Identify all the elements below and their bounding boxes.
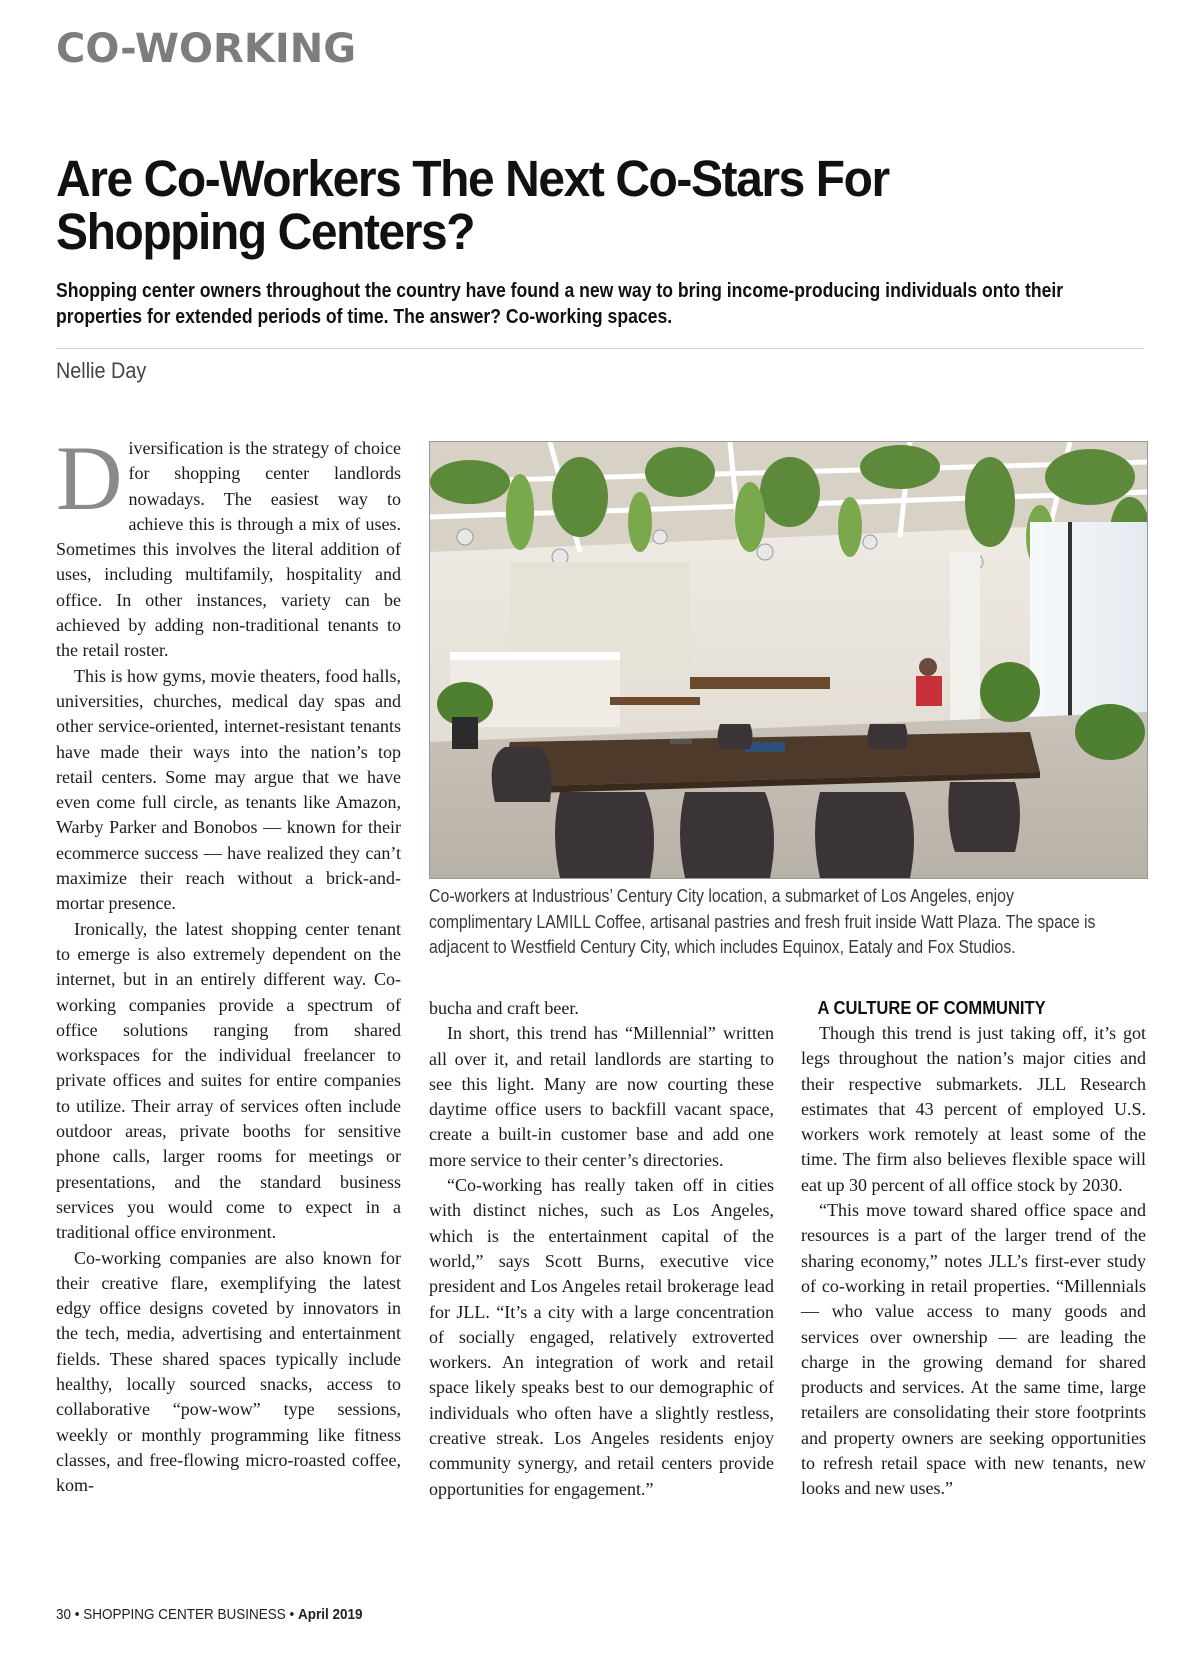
photo-caption: Co-workers at Industrious’ Century City location, a submarket of Los Angeles, enjoy complimentary LAMILL Coffee, artisanal pastries and fresh fruit inside Watt Plaza. The space is adjacent to Westfield Century City, which includes Equinox, Eataly and Fox Studios. — [429, 886, 1096, 957]
paragraph-9: “This move toward shared office space and resources is a part of the larger trend of the sharing economy,” notes JLL’s first-ever study of co-working in retail properties. “Millennials — who value access to many goods and services over ownership — are leading the charge in the growing demand for shared products and services. At the same time, large retailers are consolidating their store footprints and property owners are seeking opportunities to refresh retail space with new tenants, new looks and new uses.” — [801, 1200, 1146, 1499]
paragraph-6: In short, this trend has “Millennial” written all over it, and retail landlords are starting to see this light. Many are now courting these daytime office users to backfill vacant space, create a built-in customer base and add one more service to their center’s directories. — [429, 1023, 774, 1170]
headline: Are Co-Workers The Next Co-Stars For Shopping Centers? — [56, 150, 889, 260]
page-number: 30 — [56, 1606, 72, 1623]
paragraph-1: Diversification is the strategy of choice for shopping center landlords nowadays. The easiest way to achieve this is through a mix of uses. Sometimes this involves the literal addition of uses, including multifamily, hospitality and office. In other instances, variety can be achieved by adding non-traditional tenants to the retail roster. — [56, 427, 401, 661]
paragraph-8: Though this trend is just taking off, it’s got legs throughout the nation’s major cities and their respective submarkets. JLL Research estimates that 43 percent of employed U.S. workers work remotely at least some of the time. The firm also believes flexible space will eat up 30 percent of all office stock by 2030. — [801, 1023, 1146, 1195]
issue-date: April 2019 — [298, 1606, 363, 1623]
column-1 — [56, 427, 401, 1498]
subhead: A CULTURE OF COMMUNITY — [817, 998, 1046, 1018]
section-label: CO-WORKING — [56, 26, 357, 72]
column-2 — [429, 996, 774, 1502]
footer-bullet: • — [289, 1606, 299, 1623]
coworking-interior-photo-icon — [429, 441, 1148, 879]
paragraph-2: This is how gyms, movie theaters, food halls, universities, churches, medical day spas and other service-oriented, internet-resistant tenants have made their ways into the nation’s top retail centers. Some may argue that we have even come full circle, as tenants like Amazon, Warby Parker and Bonobos — known for their ecommerce success — have realized they can’t maximize their reach without a brick-and-mortar presence. — [56, 665, 401, 914]
column-3 — [801, 996, 1146, 1502]
paragraph-3: Ironically, the latest shopping center tenant to emerge is also extremely dependent on the internet, but in an entirely different way. Co-working companies provide a spectrum of office solutions ranging from shared workspaces for the individual freelancer to private offices and suites for entire companies to utilize. Their array of services often include outdoor areas, private booths for sensitive phone calls, larger rooms for meetings or presentations, and the standard business services you would come to expect in a traditional office environment. — [56, 918, 401, 1243]
paragraph-5: bucha and craft beer. — [429, 998, 579, 1018]
deck-subtitle: Shopping center owners throughout the country have found a new way to bring income-producing individuals onto their properties for extended periods of time. The answer? Co-working spaces. — [56, 280, 1064, 328]
footer-bullet: • — [74, 1606, 84, 1623]
page-footer — [56, 1606, 363, 1623]
publication-name: SHOPPING CENTER BUSINESS — [83, 1606, 286, 1623]
divider — [56, 348, 1144, 349]
paragraph-4: Co-working companies are also known for their creative flare, exemplifying the latest edgy office designs coveted by innovators in the tech, media, advertising and entertainment fields. These shared spaces typically include healthy, locally sourced snacks, access to collaborative “pow-wow” type sessions, weekly or monthly programming like fitness classes, and free-flowing micro-roasted coffee, kom- — [56, 1247, 401, 1496]
drop-cap: D — [56, 427, 123, 529]
paragraph-7: “Co-working has really taken off in cities with distinct niches, such as Los Angeles, which is the entertainment capital of the world,” says Scott Burns, executive vice president and Los Angeles retail brokerage lead for JLL. “It’s a city with a large concentration of socially engaged, relatively extroverted workers. An integration of work and retail space likely speaks best to our demographic of individuals who often have a slightly restless, creative streak. Los Angeles residents enjoy community synergy, and retail centers provide opportunities for engagement.” — [429, 1175, 774, 1499]
byline: Nellie Day — [56, 358, 147, 383]
